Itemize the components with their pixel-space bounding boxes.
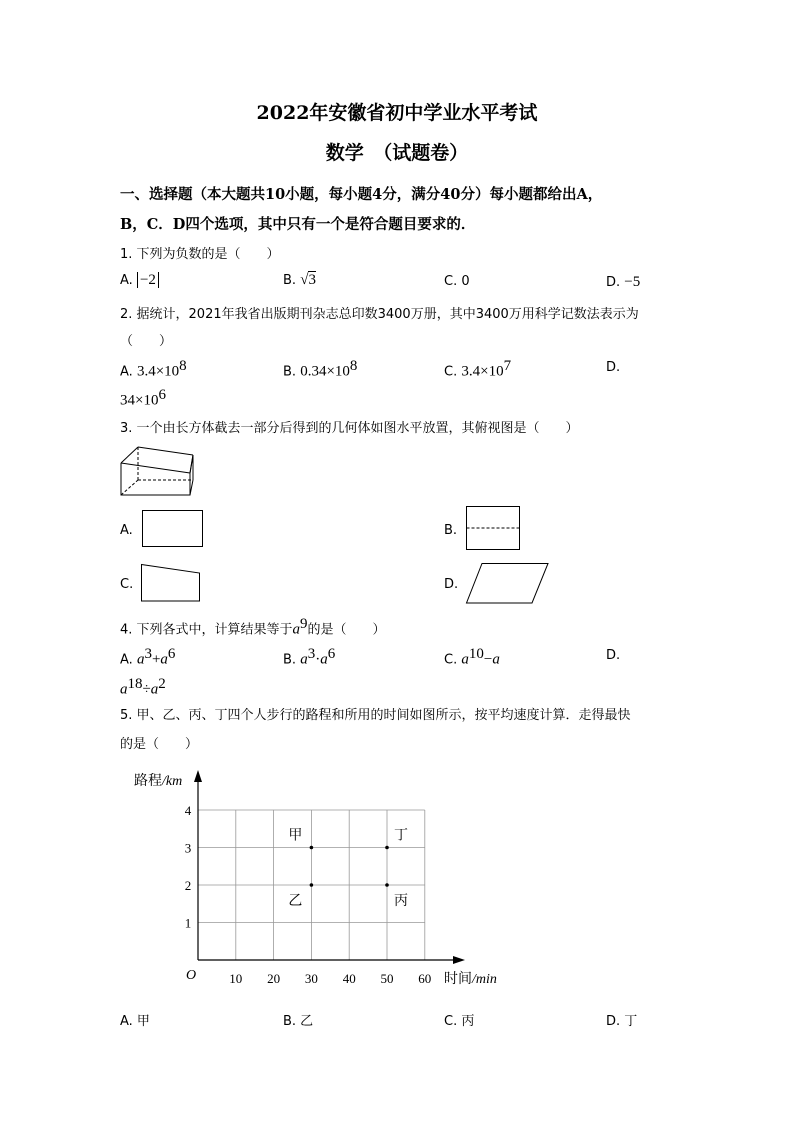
q5-option-d: D. 丁 [606, 1014, 638, 1029]
q4-b-label: B. [283, 652, 297, 668]
exam-subtitle: 数学 （试题卷） [325, 142, 469, 164]
y-tick-label: 1 [184, 915, 192, 931]
q2-a-base: 3.4×10 [136, 363, 180, 380]
q2-stem: 2. 据统计，2021年我省出版期刊杂志总印数3400万册，其中3400万用科学记数法表示为 [120, 307, 639, 322]
y-axis-unit: /km [162, 774, 183, 789]
x-tick-label: 50 [380, 971, 394, 986]
data-point [385, 846, 389, 850]
q5-option-c: C. 丙 [444, 1014, 475, 1029]
data-point-label: 甲 [288, 827, 303, 844]
q1-d-label: D. [606, 275, 621, 290]
x-tick-label: 60 [418, 971, 432, 986]
section-heading-line1: 一、选择题（本大题共10小题，每小题4分，满分40分）每小题都给出A， [120, 186, 603, 203]
y-tick-label: 3 [184, 840, 192, 856]
q4-b-op: · [315, 651, 321, 668]
y-tick-label: 2 [184, 878, 192, 893]
q2-a-label: A. [120, 364, 133, 380]
q4-c-exp1: 10 [468, 646, 484, 662]
q4-d-exp2: 2 [158, 676, 166, 692]
q2-stem-paren: （ ） [120, 334, 173, 349]
q2-c-exp: 7 [503, 358, 512, 374]
q4-d-var1: a [120, 681, 128, 698]
q2-b-label: B. [283, 364, 297, 380]
x-axis-unit: /min [472, 972, 497, 987]
sqrt-symbol-icon: √ [300, 272, 309, 288]
q4-a-var1: a [136, 651, 145, 668]
x-axis-arrow-icon [453, 956, 465, 964]
q3-option-a-label: A. [120, 523, 133, 538]
q4-b-var2: a [320, 651, 328, 668]
y-axis-label: 路程 [134, 773, 162, 789]
q4-b-var1: a [300, 651, 308, 668]
q4-b-exp2: 6 [327, 646, 336, 662]
y-axis-arrow-icon [194, 770, 202, 782]
q4-option-d-label: D. [606, 648, 621, 663]
x-axis-label: 时间 [444, 971, 472, 987]
q2-b-base: 0.34×10 [300, 363, 350, 380]
q4-a-exp2: 6 [167, 646, 176, 662]
q3-option-d-label: D. [444, 577, 459, 592]
q4-c-var1: a [461, 651, 469, 668]
q3-option-c-label: C. [120, 577, 134, 592]
q1-b-value: 3 [308, 272, 316, 288]
q1-a-value: −2 [137, 272, 159, 288]
q1-stem: 1. 下列为负数的是（ ） [120, 247, 280, 262]
q1-option-c: C. 0 [444, 274, 470, 289]
q3-option-b-label: B. [444, 523, 458, 538]
x-tick-label: 30 [304, 971, 318, 986]
exam-title: 2022年安徽省初中学业水平考试 [256, 102, 538, 124]
q4-a-exp1: 3 [144, 646, 152, 662]
q4-b-exp1: 3 [307, 646, 316, 662]
q4-a-var2: a [160, 651, 168, 668]
q4-c-op: − [483, 651, 493, 668]
q1-b-label: B. [283, 273, 297, 288]
q4-a-op: + [151, 651, 161, 668]
x-tick-label: 20 [267, 971, 281, 986]
q5-option-b: B. 乙 [283, 1014, 314, 1029]
q2-a-exp: 8 [179, 358, 187, 374]
x-tick-label: 10 [229, 971, 243, 986]
q4-stem-post: 的是（ ） [307, 622, 386, 638]
q4-d-op: ÷ [142, 681, 151, 698]
q3-stem: 3. 一个由长方体截去一部分后得到的几何体如图水平放置，其俯视图是（ ） [120, 421, 579, 436]
q4-d-exp1: 18 [127, 676, 143, 692]
q1-d-value: −5 [624, 274, 641, 290]
data-point-label: 丙 [394, 893, 408, 909]
data-point-label: 丁 [394, 827, 408, 844]
q1-a-label: A. [120, 273, 133, 288]
q4-c-var2: a [492, 651, 500, 668]
origin-label: O [186, 968, 197, 983]
y-tick-label: 4 [184, 803, 192, 818]
data-point [310, 883, 314, 887]
q2-b-exp: 8 [349, 358, 358, 374]
data-point [310, 846, 314, 850]
q4-stem-var: a [292, 621, 301, 638]
data-point-label: 乙 [288, 893, 303, 909]
x-tick-label: 40 [342, 971, 356, 986]
q5-option-a: A. 甲 [120, 1014, 150, 1029]
q2-d-exp: 6 [158, 387, 166, 403]
q2-option-d-label: D. [606, 360, 621, 375]
q4-stem-pre: 4. 下列各式中，计算结果等于 [120, 622, 293, 638]
data-point [385, 883, 389, 887]
q4-c-label: C. [444, 652, 458, 668]
q5-stem-line2: 的是（ ） [120, 737, 199, 752]
q4-a-label: A. [120, 652, 133, 668]
q2-c-base: 3.4×10 [461, 363, 504, 380]
q4-d-var2: a [150, 681, 159, 698]
q2-c-label: C. [444, 364, 458, 380]
q2-d-base: 34×10 [120, 392, 159, 409]
q4-stem-exp: 9 [300, 616, 308, 632]
q5-stem: 5. 甲、乙、丙、丁四个人步行的路程和所用的时间如图所示，按平均速度计算．走得最快 [120, 708, 631, 723]
section-heading-line2: B，C．D四个选项，其中只有一个是符合题目要求的． [120, 216, 476, 233]
